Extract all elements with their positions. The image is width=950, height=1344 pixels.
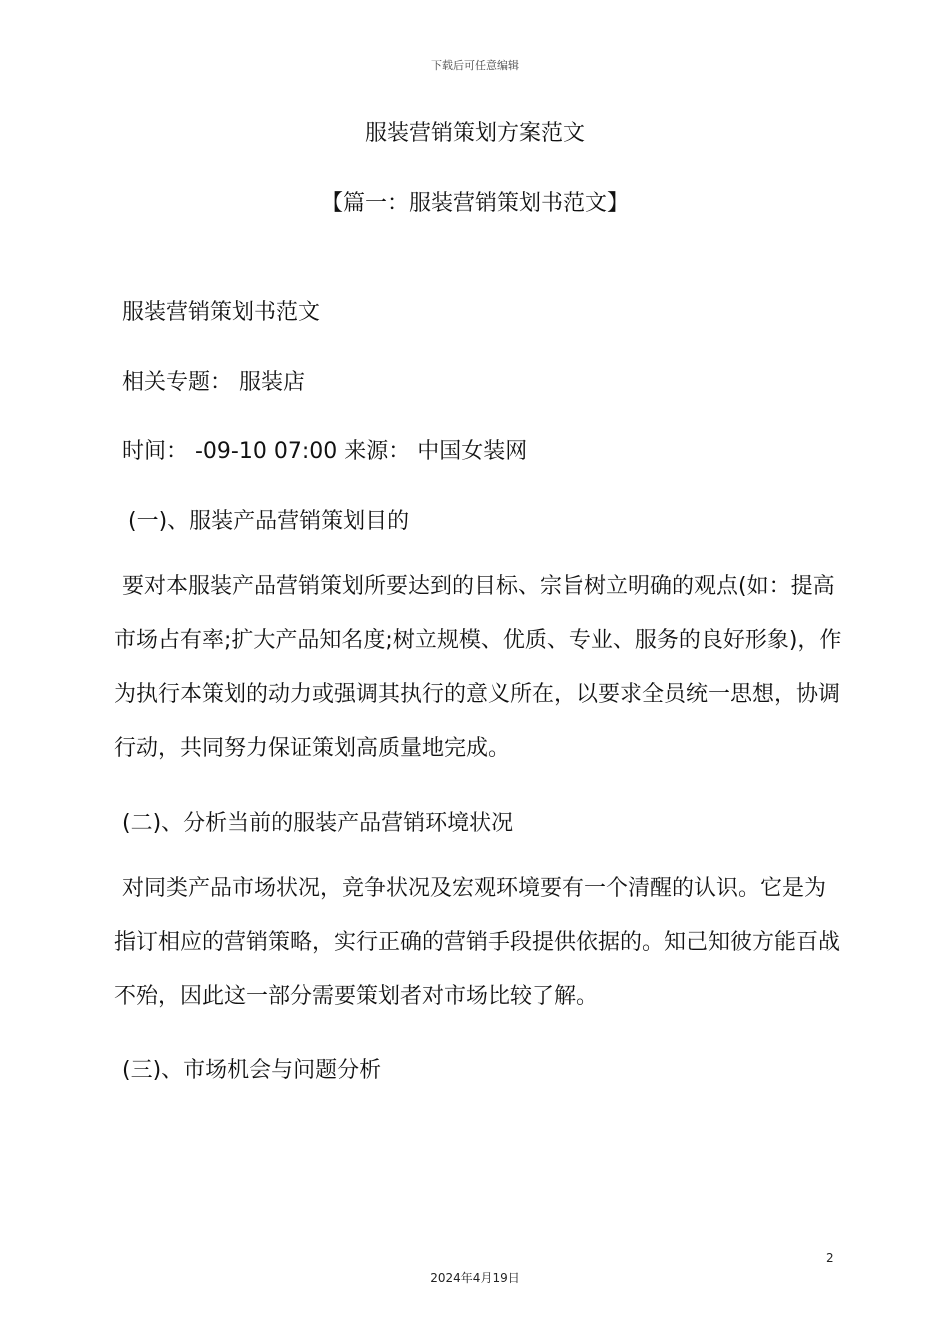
paragraph-1-text: 要对本服装产品营销策划所要达到的目标、宗旨树立明确的观点(如：提高市场占有率;扩大产品知名度;树立规模、优质、专业、服务的良好形象)，作为执行本策划的动力或强调其执行的意义所在，以要求全员统一思想，协调行动，共同努力保证策划高质量地完成。 xyxy=(114,574,842,761)
subsection-heading-3: (三)、市场机会与问题分析 xyxy=(122,1058,382,1083)
paragraph-2-text: 对同类产品市场状况，竞争状况及宏观环境要有一个清醒的认识。它是为指订相应的营销策略，实行正确的营销手段提供依据的。知己知彼方能百战不殆，因此这一部分需要策划者对市场比较了解。 xyxy=(114,876,841,1009)
document-subtitle: 【篇一：服装营销策划书范文】 xyxy=(320,191,629,216)
related-topic: 相关专题： 服装店 xyxy=(122,370,305,395)
document-title: 服装营销策划方案范文 xyxy=(364,121,585,146)
subsection-heading-2: (二)、分析当前的服装产品营销环境状况 xyxy=(122,811,514,836)
paragraph-1 xyxy=(114,560,844,776)
section-heading: 服装营销策划书范文 xyxy=(122,300,321,325)
page-number: 2 xyxy=(826,1251,834,1265)
header-note: 下载后可任意编辑 xyxy=(431,59,519,72)
subsection-heading-1: (一)、服装产品营销策划目的 xyxy=(128,509,410,534)
meta-line: 时间： -09-10 07:00 来源： 中国女装网 xyxy=(122,439,528,464)
paragraph-2 xyxy=(114,862,844,1024)
footer-date: 2024年4月19日 xyxy=(430,1271,520,1285)
